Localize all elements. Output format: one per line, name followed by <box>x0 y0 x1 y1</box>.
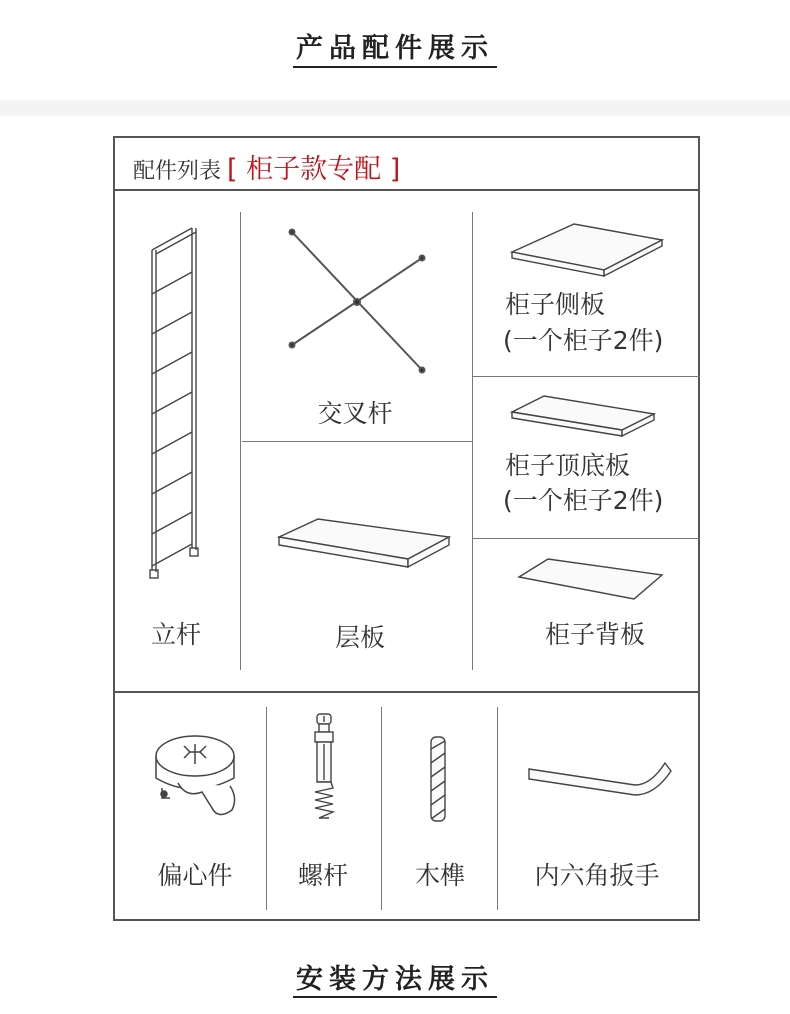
top-bottom-panel-note: (一个柜子2件) <box>503 486 664 515</box>
hex-key-label: 内六角扳手 <box>534 861 660 890</box>
hex-key-icon <box>525 755 675 800</box>
separator <box>497 707 498 910</box>
cross-bar-label: 交叉杆 <box>317 399 393 428</box>
bottom-title-underline <box>293 996 497 998</box>
top-bottom-panel-label: 柜子顶底板 <box>505 451 631 480</box>
separator <box>240 212 241 670</box>
cam-lock-icon <box>148 728 243 823</box>
separator <box>242 441 472 442</box>
separator <box>472 212 473 670</box>
top-section-title: 产品配件展示 <box>296 33 494 64</box>
upright-post-icon <box>140 220 210 590</box>
top-title-underline <box>293 66 497 68</box>
side-panel-label: 柜子侧板 <box>505 290 606 319</box>
cam-lock-label: 偏心件 <box>157 861 233 890</box>
bottom-section-title: 安装方法展示 <box>296 964 494 995</box>
cross-bar-icon <box>285 225 430 375</box>
back-panel-icon <box>516 555 666 605</box>
top-bottom-panel-icon <box>508 390 658 440</box>
parts-list-header <box>133 147 400 186</box>
wood-dowel-label: 木榫 <box>414 861 465 890</box>
side-panel-icon <box>508 220 666 280</box>
wood-dowel-icon <box>426 735 450 825</box>
row-divider <box>113 691 700 693</box>
divider-band <box>0 100 790 116</box>
shelf-board-icon <box>274 515 454 575</box>
header-divider <box>113 189 700 191</box>
shelf-board-label: 层板 <box>334 623 385 652</box>
parts-list-label: 配件列表 <box>133 159 222 184</box>
back-panel-label: 柜子背板 <box>544 620 645 649</box>
upright-post-label: 立杆 <box>150 620 201 649</box>
cabinet-model-tag: [ 柜子款专配 ] <box>227 154 401 185</box>
screw-rod-icon <box>305 712 343 824</box>
separator <box>381 707 382 910</box>
separator <box>473 538 700 539</box>
side-panel-note: (一个柜子2件) <box>503 326 664 355</box>
separator <box>266 707 267 910</box>
separator <box>473 376 700 377</box>
screw-rod-label: 螺杆 <box>297 861 348 890</box>
